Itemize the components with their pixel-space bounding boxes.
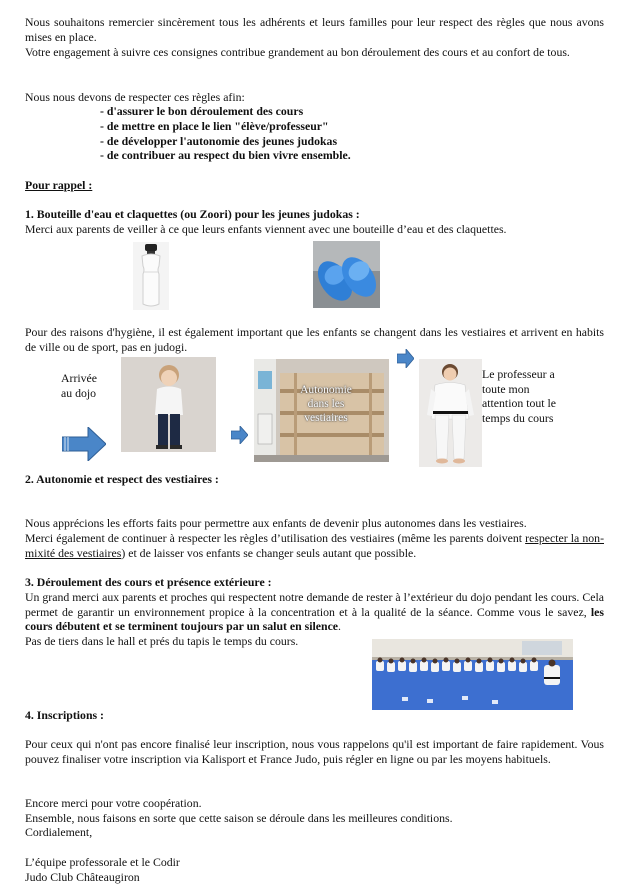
rule-bullet: - de développer l'autonomie des jeunes judokas [100, 134, 338, 148]
rule-bullet: - de mettre en place le lien "élève/professeur" [100, 119, 329, 133]
rule-bullet: - d'assurer le bon déroulement des cours [100, 104, 304, 118]
hygiene-paragraph: Pour des raisons d'hygiène, il est également important que les enfants se changent dans les vestiaires et arrivent en habits de ville ou de sport, pas en judogi. [25, 325, 604, 354]
section4-p1: Pour ceux qui n'ont pas encore finalisé leur inscription, nous vous rappelons qu'il est important de faire rapidement. Vous pouvez finaliser votre inscription via Kalisport et France Judo, puis régler en ligne ou par les moyens habituels. [25, 737, 604, 766]
rules-intro: Nous nous devons de respecter ces règles afin: [25, 90, 245, 104]
locker-caption: Autonomie dans les vestiaires [300, 384, 352, 424]
rule-bullet: - de contribuer au respect du bien vivre ensemble. [100, 148, 351, 162]
locker-room-image [254, 359, 389, 462]
section1-text: Merci aux parents de veiller à ce que leurs enfants viennent avec une bouteille d’eau et des claquettes. [25, 222, 507, 236]
dojo-salute-image [372, 639, 573, 710]
closing-line1: Encore merci pour votre coopération. [25, 796, 202, 810]
section2-title: 2. Autonomie et respect des vestiaires : [25, 472, 219, 486]
section3-title: 3. Déroulement des cours et présence extérieure : [25, 575, 272, 589]
arrival-label: Arrivée au dojo [61, 371, 98, 400]
section1-title: 1. Bouteille d'eau et claquettes (ou Zoori) pour les jeunes judokas : [25, 207, 360, 221]
section3-p1: Un grand merci aux parents et proches qui respectent notre demande de rester à l’extérieur du dojo pendant les cours. Cela permet de garantir un environnement propice à la concentration et à la qualité de la séance. Comme vous le savez, les cours débutent et se terminent toujours par un salut en silence. [25, 590, 604, 634]
section2-p2: Merci également de continuer à respecter les règles d’utilisation des vestiaires (même les parents doivent respecter la non-mixité des vestiaires) et de laisser vos enfants se changer seuls autant que possible. [25, 531, 604, 560]
arrow-right-icon [397, 349, 414, 368]
signature-club: Judo Club Châteaugiron [25, 870, 140, 884]
section2-p1: Nous apprécions les efforts faits pour permettre aux enfants de devenir plus autonomes dans les vestiaires. [25, 516, 527, 530]
judoka-child-image [419, 359, 482, 467]
slippers-image [313, 241, 380, 308]
engagement-paragraph: Votre engagement à suivre ces consignes contribue grandement au bon déroulement des cours et au confort de tous. [25, 45, 570, 59]
closing-line2: Ensemble, nous faisons en sorte que cette saison se déroule dans les meilleures conditions. [25, 811, 453, 825]
reminder-title: Pour rappel : [25, 178, 93, 192]
section3-p2: Pas de tiers dans le hall et prés du tapis le temps du cours. [25, 634, 299, 648]
water-bottle-image [133, 242, 169, 310]
arrow-right-icon [231, 426, 248, 444]
signature-team: L’équipe professorale et le Codir [25, 855, 180, 869]
section4-title: 4. Inscriptions : [25, 708, 104, 722]
closing-line3: Cordialement, [25, 825, 93, 839]
arrow-right-icon [62, 427, 106, 461]
thanks-paragraph: Nous souhaitons remercier sincèrement tous les adhérents et leurs familles pour leur respect des règles que nous avons mises en place. [25, 15, 604, 44]
teacher-attention-label: Le professeur a toute mon attention tout le temps du cours [482, 367, 557, 425]
child-arrival-image [121, 357, 216, 452]
